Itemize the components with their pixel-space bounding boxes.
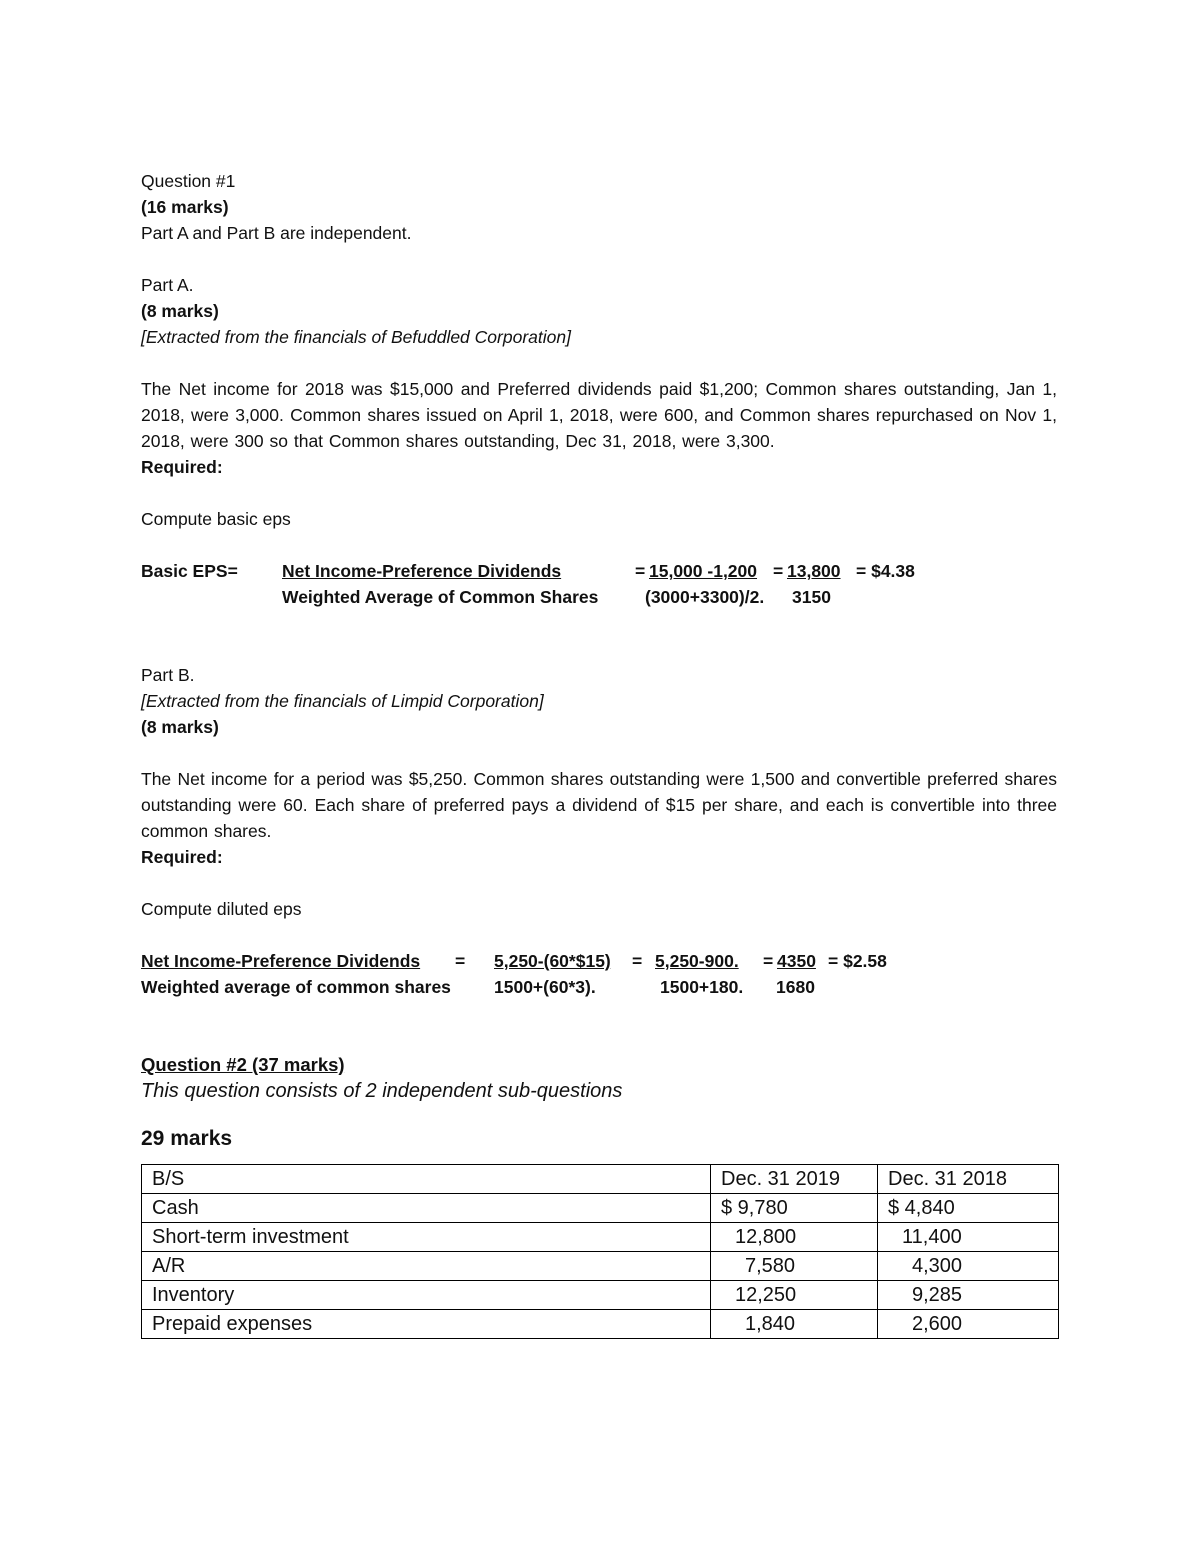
diluted-eps-eq1: = — [455, 951, 466, 971]
diluted-eps-eq3: = — [763, 951, 774, 971]
balance-sheet-table — [141, 1164, 1059, 1339]
diluted-eps-denominator-label: Weighted average of common shares — [141, 977, 451, 997]
part-b-source: [Extracted from the financials of Limpid Corporation] — [141, 691, 544, 711]
table-header-cell: Dec. 31 2018 — [878, 1165, 1059, 1194]
table-cell: $ 4,840 — [878, 1194, 1059, 1223]
table-header-cell: B/S — [142, 1165, 711, 1194]
diluted-eps-denominator-value: 1680 — [776, 977, 815, 997]
basic-eps-numerator-value: 13,800 — [787, 561, 841, 581]
table-row — [142, 1310, 1059, 1339]
table-cell: 1,840 — [711, 1310, 878, 1339]
basic-eps-denominator-label: Weighted Average of Common Shares — [282, 587, 599, 607]
table-cell: 11,400 — [878, 1223, 1059, 1252]
part-b-task: Compute diluted eps — [141, 899, 302, 919]
table-cell: Short-term investment — [142, 1223, 711, 1252]
table-cell: 7,580 — [711, 1252, 878, 1281]
part-a-marks: (8 marks) — [141, 301, 219, 321]
basic-eps-eq2: = — [773, 561, 784, 581]
diluted-eps-eq2: = — [632, 951, 643, 971]
question-1-title: Question #1 — [141, 171, 236, 191]
diluted-eps-denominator-expr2: 1500+180. — [660, 977, 744, 997]
table-cell: 12,250 — [711, 1281, 878, 1310]
part-b-required: Required: — [141, 847, 223, 867]
basic-eps-denominator-value: 3150 — [792, 587, 831, 607]
table-cell: 4,300 — [878, 1252, 1059, 1281]
table-cell: 12,800 — [711, 1223, 878, 1252]
table-cell: $ 9,780 — [711, 1194, 878, 1223]
diluted-eps-result: = $2.58 — [828, 951, 887, 971]
basic-eps-result: = $4.38 — [856, 561, 915, 581]
table-row — [142, 1281, 1059, 1310]
basic-eps-numerator-label: Net Income-Preference Dividends — [282, 561, 562, 581]
table-header-row — [142, 1165, 1059, 1194]
basic-eps-equation — [141, 558, 1057, 610]
basic-eps-eq1: = — [635, 561, 646, 581]
question-2-title: Question #2 (37 marks) — [141, 1054, 345, 1075]
part-a-label: Part A. — [141, 275, 194, 295]
diluted-eps-numerator-value: 4350 — [777, 951, 816, 971]
table-row — [142, 1194, 1059, 1223]
part-a-source: [Extracted from the financials of Befuddled Corporation] — [141, 327, 571, 347]
part-a-text: The Net income for 2018 was $15,000 and Preferred dividends paid $1,200; Common shares outstanding, Jan 1, 2018, were 3,000. Common shares issued on April 1, 2018, were 600, and Common shares repurchased on Nov 1, 2018, were 300 so that Common shares outstanding, Dec 31, 2018, were 3,300. — [141, 379, 1057, 451]
table-cell: A/R — [142, 1252, 711, 1281]
part-a-task: Compute basic eps — [141, 509, 291, 529]
table-header-cell: Dec. 31 2019 — [711, 1165, 878, 1194]
diluted-eps-equation — [141, 948, 1057, 1000]
basic-eps-denominator-expr: (3000+3300)/2. — [645, 587, 765, 607]
question-2-marks: 29 marks — [141, 1127, 233, 1150]
table-cell: Cash — [142, 1194, 711, 1223]
part-a-required: Required: — [141, 457, 223, 477]
diluted-eps-denominator-expr1: 1500+(60*3). — [494, 977, 596, 997]
document-page — [141, 168, 1057, 1339]
table-cell: 2,600 — [878, 1310, 1059, 1339]
question-1-intro: Part A and Part B are independent. — [141, 223, 412, 243]
table-cell: 9,285 — [878, 1281, 1059, 1310]
diluted-eps-numerator-expr1: 5,250-(60*$15) — [494, 951, 611, 971]
basic-eps-numerator-expr: 15,000 -1,200 — [649, 561, 758, 581]
table-cell: Inventory — [142, 1281, 711, 1310]
question-2-subtitle: This question consists of 2 independent sub-questions — [141, 1080, 623, 1102]
part-b-marks: (8 marks) — [141, 717, 219, 737]
diluted-eps-numerator-expr2: 5,250-900. — [655, 951, 739, 971]
table-cell: Prepaid expenses — [142, 1310, 711, 1339]
table-row — [142, 1223, 1059, 1252]
part-b-text: The Net income for a period was $5,250. Common shares outstanding were 1,500 and convertible preferred shares outstanding were 60. Each share of preferred pays a dividend of $15 per share, and each is convertible into three common shares. — [141, 769, 1057, 841]
table-row — [142, 1252, 1059, 1281]
basic-eps-lhs: Basic EPS= — [141, 561, 238, 581]
part-b-label: Part B. — [141, 665, 195, 685]
diluted-eps-numerator-label: Net Income-Preference Dividends — [141, 951, 421, 971]
question-1-marks: (16 marks) — [141, 197, 229, 217]
